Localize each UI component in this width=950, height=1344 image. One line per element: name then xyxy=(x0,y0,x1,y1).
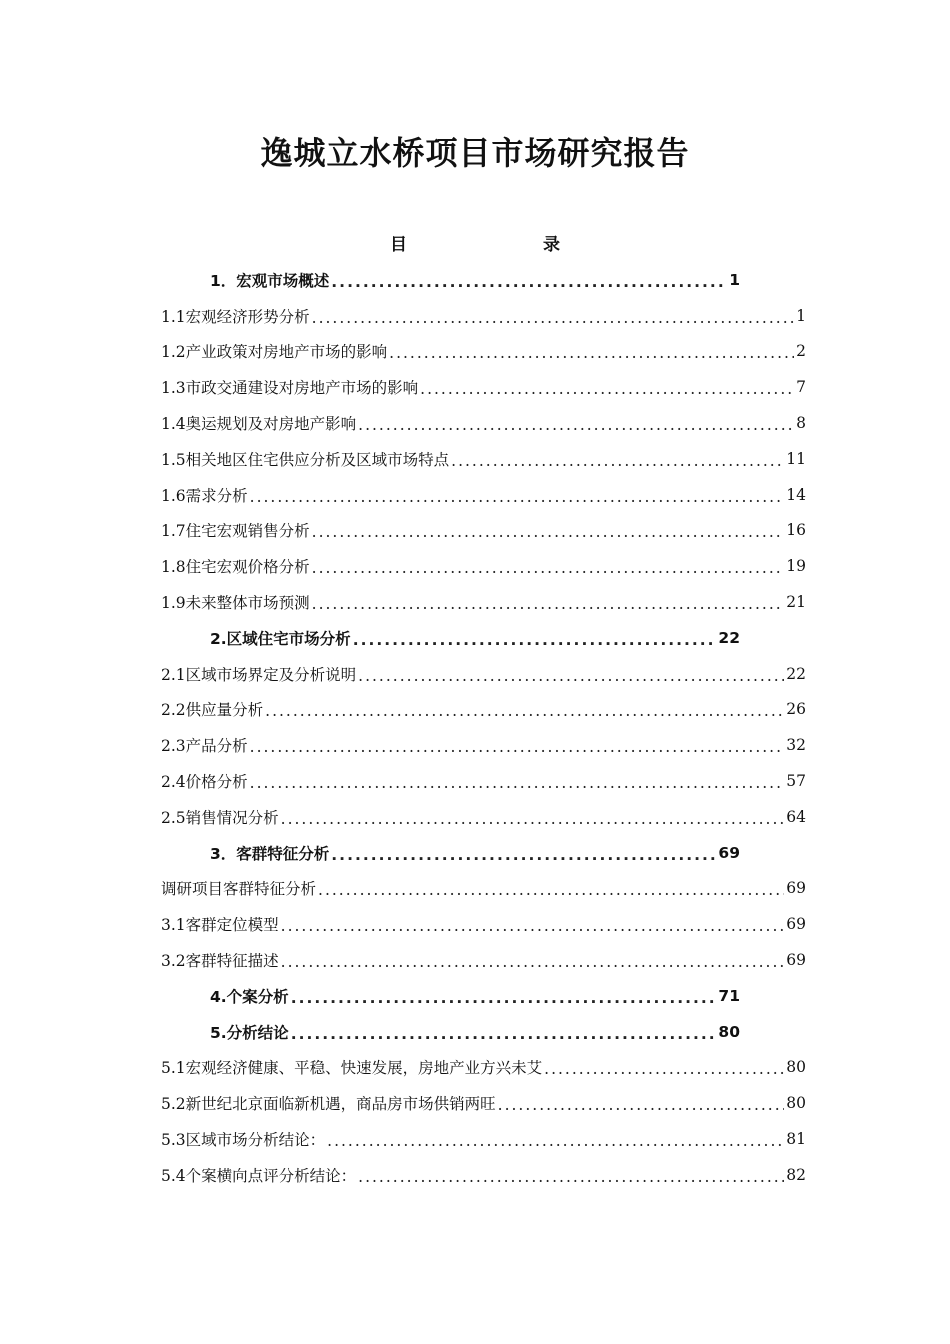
toc-entry-page-number: 2 xyxy=(796,342,806,361)
toc-entry-page-number: 69 xyxy=(786,915,806,934)
toc-entry-label: 2.2供应量分析 xyxy=(161,701,264,720)
toc-entry-page-number: 11 xyxy=(786,449,806,468)
toc-section-entry xyxy=(0,871,806,907)
toc-dot-leader xyxy=(389,344,794,362)
toc-section-entry xyxy=(0,1085,806,1121)
toc-entry-page-number: 81 xyxy=(786,1130,806,1149)
toc-entry-page-number: 8 xyxy=(796,414,806,433)
toc-dot-leader xyxy=(327,1132,784,1150)
toc-section-entry xyxy=(0,656,806,692)
toc-section-entry xyxy=(0,298,806,334)
toc-heading-left: 目 xyxy=(390,235,407,255)
toc-entry-label: 2.4价格分析 xyxy=(161,773,248,792)
toc-entry-page-number: 82 xyxy=(786,1165,806,1184)
toc-entry-label: 2.1区域市场界定及分析说明 xyxy=(161,665,357,684)
toc-dot-leader xyxy=(250,774,785,792)
toc-dot-leader xyxy=(358,416,794,434)
toc-dot-leader xyxy=(291,1025,717,1043)
toc-entry-label: 4.个案分析 xyxy=(210,987,289,1006)
toc-section-entry xyxy=(0,1050,806,1086)
toc-entry-page-number: 69 xyxy=(718,843,740,862)
toc-entry-label: 3.2客群特征描述 xyxy=(161,952,279,971)
toc-dot-leader xyxy=(353,631,717,649)
toc-entry-page-number: 80 xyxy=(786,1094,806,1113)
toc-entry-label: 5.2新世纪北京面临新机遇，商品房市场供销两旺 xyxy=(161,1095,496,1114)
toc-section-entry xyxy=(0,942,806,978)
toc-dot-leader xyxy=(312,309,794,327)
toc-entry-page-number: 80 xyxy=(786,1058,806,1077)
toc-section-entry xyxy=(0,369,806,405)
toc-dot-leader xyxy=(250,488,785,506)
toc-dot-leader xyxy=(420,380,794,398)
toc-entry-page-number: 1 xyxy=(796,306,806,325)
toc-section-entry xyxy=(0,906,806,942)
toc-dot-leader xyxy=(318,881,784,899)
toc-entry-label: 1.2产业政策对房地产市场的影响 xyxy=(161,343,388,362)
toc-entry-label: 1.7住宅宏观销售分析 xyxy=(161,522,310,541)
toc-entry-label: 1.6需求分析 xyxy=(161,486,248,505)
toc-section-entry xyxy=(0,799,806,835)
toc-dot-leader xyxy=(358,667,784,685)
toc-dot-leader xyxy=(312,559,785,577)
toc-section-entry xyxy=(0,1157,806,1193)
toc-dot-leader xyxy=(281,917,785,935)
toc-entry-page-number: 19 xyxy=(786,557,806,576)
toc-entry-label: 1.5相关地区住宅供应分析及区域市场特点 xyxy=(161,450,450,469)
toc-entry-label: 调研项目客群特征分析 xyxy=(161,880,317,899)
toc-entry-label: 5.4个案横向点评分析结论： xyxy=(161,1166,357,1185)
toc-dot-leader xyxy=(498,1096,785,1114)
toc-chapter-entry xyxy=(0,1014,740,1050)
toc-entry-label: 1.4奥运规划及对房地产影响 xyxy=(161,415,357,434)
toc-entry-page-number: 1 xyxy=(729,270,740,289)
toc-entry-page-number: 32 xyxy=(786,736,806,755)
toc-entry-label: 2.3产品分析 xyxy=(161,737,248,756)
toc-chapter-entry xyxy=(0,978,740,1014)
toc-entry-label: 2.5销售情况分析 xyxy=(161,808,279,827)
toc-chapter-entry xyxy=(0,835,740,871)
toc-entry-page-number: 22 xyxy=(718,628,740,647)
toc-heading xyxy=(0,230,950,260)
toc-chapter-entry xyxy=(0,262,740,298)
toc-section-entry xyxy=(0,1121,806,1157)
toc-entry-page-number: 16 xyxy=(786,521,806,540)
toc-entry-label: 3.1客群定位模型 xyxy=(161,916,279,935)
toc-section-entry xyxy=(0,727,806,763)
toc-entry-label: 1．宏观市场概述 xyxy=(210,271,330,290)
toc-dot-leader xyxy=(312,523,785,541)
toc-dot-leader xyxy=(331,273,727,291)
toc-dot-leader xyxy=(331,846,716,864)
toc-entry-label: 1.8住宅宏观价格分析 xyxy=(161,558,310,577)
toc-section-entry xyxy=(0,513,806,549)
toc-entry-page-number: 57 xyxy=(786,772,806,791)
toc-entry-page-number: 14 xyxy=(786,485,806,504)
toc-section-entry xyxy=(0,405,806,441)
toc-entry-label: 5.3区域市场分析结论： xyxy=(161,1131,326,1150)
toc-entry-label: 1.9未来整体市场预测 xyxy=(161,594,310,613)
toc-section-entry xyxy=(0,763,806,799)
toc-entry-page-number: 7 xyxy=(796,378,806,397)
toc-dot-leader xyxy=(250,738,785,756)
toc-section-entry xyxy=(0,692,806,728)
toc-dot-leader xyxy=(358,1168,784,1186)
toc-section-entry xyxy=(0,477,806,513)
toc-dot-leader xyxy=(281,810,785,828)
toc-entry-page-number: 80 xyxy=(718,1022,740,1041)
toc-chapter-entry xyxy=(0,620,740,656)
toc-dot-leader xyxy=(265,702,784,720)
toc-entry-label: 5.分析结论 xyxy=(210,1023,289,1042)
toc-entry-label: 2.区域住宅市场分析 xyxy=(210,629,351,648)
toc-entry-page-number: 69 xyxy=(786,879,806,898)
toc-dot-leader xyxy=(544,1060,784,1078)
toc-section-entry xyxy=(0,441,806,477)
toc-section-entry xyxy=(0,584,806,620)
toc-entry-label: 1.3市政交通建设对房地产市场的影响 xyxy=(161,379,419,398)
document-title: 逸城立水桥项目市场研究报告 xyxy=(260,134,690,172)
toc-dot-leader xyxy=(312,595,785,613)
toc-section-entry xyxy=(0,548,806,584)
table-of-contents xyxy=(0,262,950,1193)
toc-entry-label: 3．客群特征分析 xyxy=(210,844,330,863)
toc-entry-label: 5.1宏观经济健康、平稳、快速发展，房地产业方兴未艾 xyxy=(161,1059,543,1078)
toc-entry-page-number: 64 xyxy=(786,807,806,826)
toc-section-entry xyxy=(0,334,806,370)
toc-heading-right: 录 xyxy=(543,235,560,255)
toc-dot-leader xyxy=(451,452,784,470)
toc-dot-leader xyxy=(281,953,785,971)
toc-entry-label: 1.1宏观经济形势分析 xyxy=(161,307,310,326)
toc-entry-page-number: 71 xyxy=(718,986,740,1005)
toc-entry-page-number: 69 xyxy=(786,951,806,970)
toc-entry-page-number: 21 xyxy=(786,593,806,612)
toc-entry-page-number: 26 xyxy=(786,700,806,719)
toc-dot-leader xyxy=(291,989,717,1007)
toc-entry-page-number: 22 xyxy=(786,664,806,683)
